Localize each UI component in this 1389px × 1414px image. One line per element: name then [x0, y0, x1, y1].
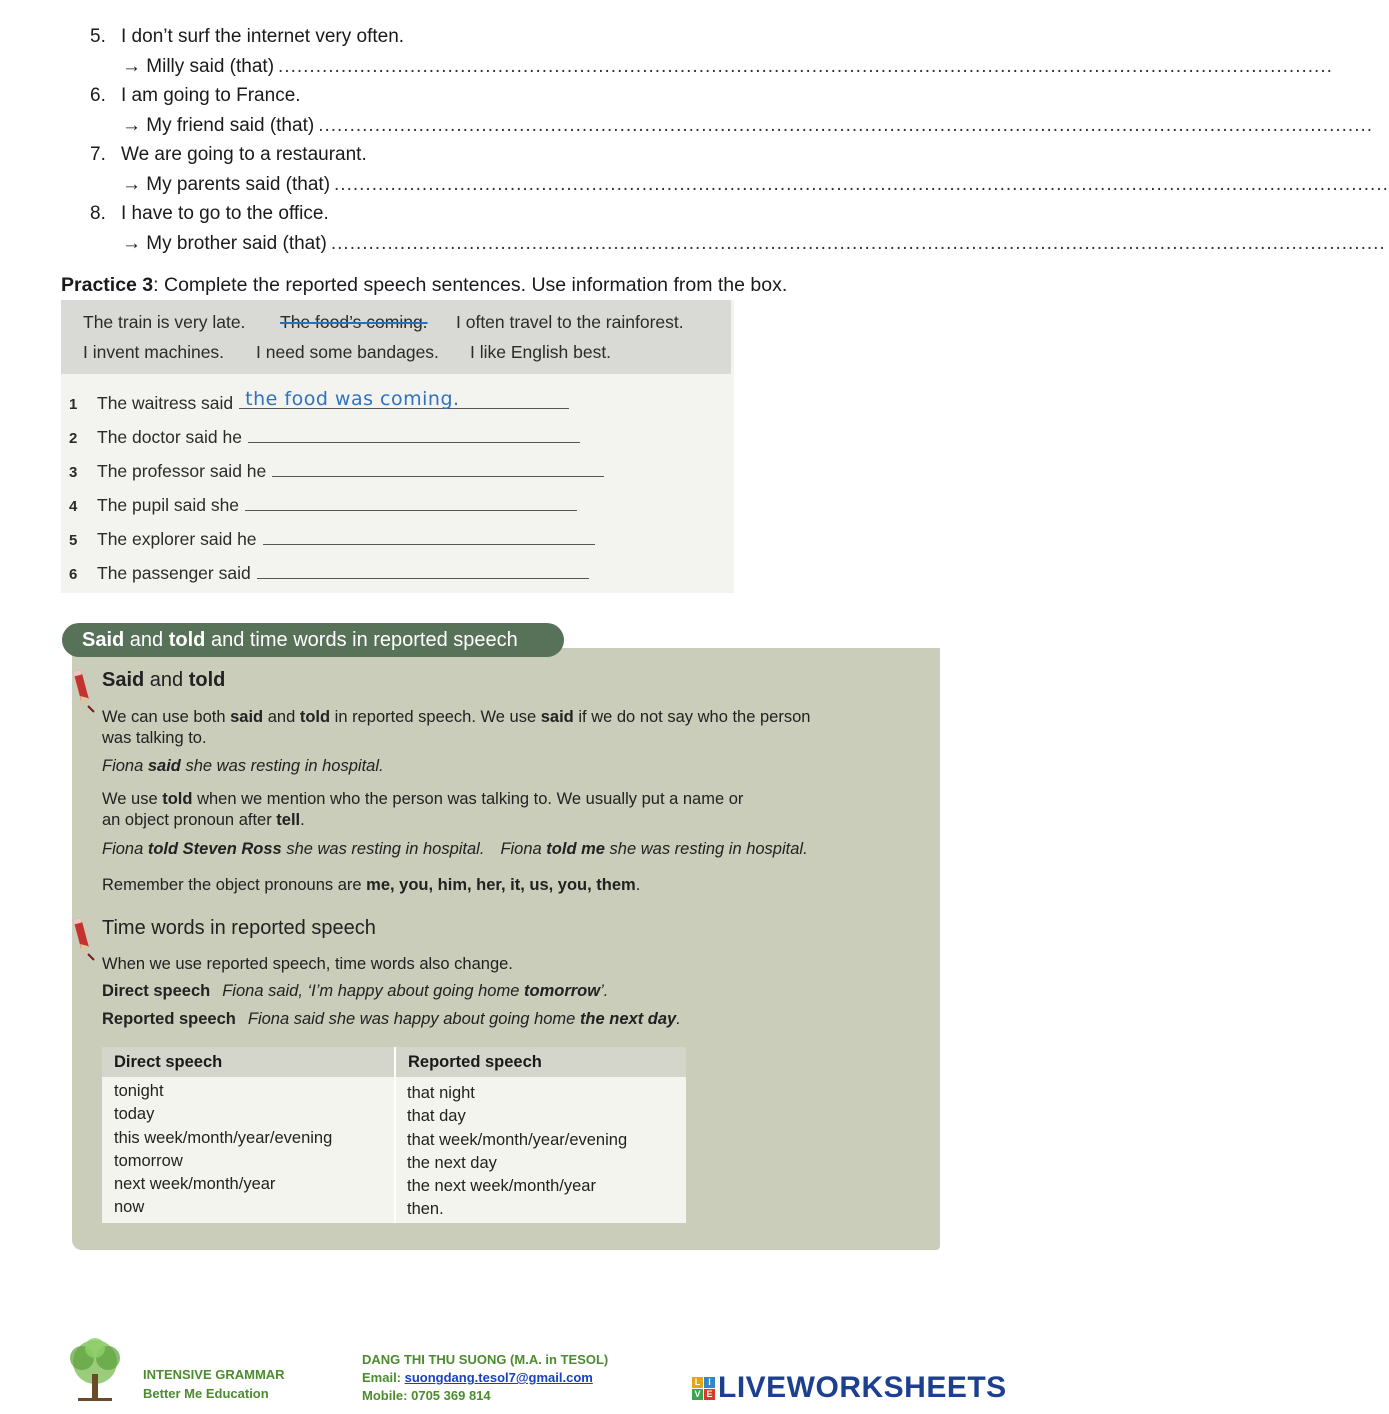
- practice-label: Practice 3: [61, 274, 154, 296]
- word-box-phrase: I like English best.: [470, 342, 612, 362]
- question-row: 5 The explorer said he: [69, 526, 595, 550]
- email-line: Email: suongdang.tesol7@gmail.com: [362, 1370, 593, 1385]
- question-text: The passenger said: [97, 563, 251, 583]
- mobile-line: Mobile: 0705 369 814: [362, 1388, 491, 1403]
- table-header: Direct speech: [102, 1047, 394, 1077]
- arrow-icon: →: [122, 115, 141, 136]
- tree-logo-icon: [60, 1336, 130, 1406]
- example-text: Fiona said she was resting in hospital.: [102, 757, 384, 775]
- answer-line[interactable]: [122, 233, 1386, 255]
- handwritten-answer: the food was coming.: [245, 388, 460, 410]
- practice-instruction: : Complete the reported speech sentences. Use information from the box.: [153, 274, 788, 296]
- word-box-phrase: I often travel to the rainforest.: [456, 312, 684, 332]
- answer-dots[interactable]: ........................................................................................................................................................................: [278, 56, 1333, 77]
- exercise-item: 7. We are going to a restaurant.: [90, 144, 367, 165]
- question-row: 2 The doctor said he: [69, 424, 580, 448]
- table-cell: tomorrow: [114, 1151, 183, 1170]
- question-text: The professor said he: [97, 461, 267, 481]
- answer-prompt: My parents said (that): [146, 174, 331, 195]
- word-box-phrase: The train is very late.: [83, 312, 246, 332]
- table-cell: now: [114, 1198, 145, 1217]
- answer-line[interactable]: [122, 56, 1333, 78]
- school-tagline: Better Me Education: [143, 1386, 269, 1401]
- table-divider: [394, 1047, 396, 1223]
- word-box-phrase: I need some bandages.: [256, 342, 439, 362]
- practice-heading: [61, 274, 787, 297]
- answer-line[interactable]: [122, 174, 1389, 196]
- answer-line[interactable]: [122, 115, 1374, 137]
- direct-speech-example: Direct speech Fiona said, ‘I’m happy about going home tomorrow’.: [102, 982, 609, 1000]
- question-row: 4 The pupil said she: [69, 492, 577, 516]
- scanned-exercise: [61, 300, 734, 593]
- item-sentence: I am going to France.: [121, 85, 301, 106]
- table-cell: that day: [407, 1107, 466, 1126]
- rule-text: Remember the object pronouns are me, you, him, her, it, us, you, them.: [102, 876, 641, 894]
- word-box: [61, 300, 731, 374]
- table-cell: the next week/month/year: [407, 1177, 596, 1196]
- table-cell: that week/month/year/evening: [407, 1130, 628, 1149]
- table-cell: today: [114, 1105, 155, 1124]
- table-cell: that night: [407, 1084, 475, 1102]
- question-text: The explorer said he: [97, 529, 257, 549]
- rule-text: We use told when we mention who the person was talking to. We usually put a name or: [102, 790, 744, 808]
- table-cell: next week/month/year: [114, 1175, 276, 1194]
- answer-blank[interactable]: [239, 390, 569, 409]
- exercise-item: 5. I don’t surf the internet very often.: [90, 26, 405, 47]
- table-cell: then.: [407, 1200, 444, 1219]
- answer-blank[interactable]: [248, 424, 580, 443]
- arrow-icon: →: [122, 174, 141, 195]
- liveworksheets-blocks-icon: L I V E: [692, 1377, 715, 1400]
- answer-prompt: My friend said (that): [146, 115, 315, 136]
- answer-blank[interactable]: [257, 560, 589, 579]
- arrow-icon: →: [122, 233, 141, 254]
- table-cell: this week/month/year/evening: [114, 1128, 333, 1147]
- answer-prompt: My brother said (that): [146, 233, 327, 254]
- answer-blank[interactable]: [272, 458, 604, 477]
- pencil-icon: [72, 668, 94, 712]
- teacher-name: DANG THI THU SUONG (M.A. in TESOL): [362, 1352, 609, 1367]
- question-row: 6 The passenger said: [69, 560, 589, 584]
- liveworksheets-wordmark: LIVEWORKSHEETS: [718, 1371, 1007, 1404]
- question-text: The doctor said he: [97, 427, 242, 447]
- section-heading-said-told: Said and told: [102, 669, 226, 691]
- question-text: The waitress said: [97, 393, 234, 413]
- question-row: 3 The professor said he: [69, 458, 604, 482]
- school-name: INTENSIVE GRAMMAR: [143, 1367, 285, 1382]
- item-sentence: I don’t surf the internet very often.: [121, 26, 405, 47]
- question-row: 1 The waitress said the food was coming.: [69, 390, 569, 414]
- answer-prompt: Milly said (that): [146, 56, 275, 77]
- reported-speech-example: Reported speech Fiona said she was happy about going home the next day.: [102, 1010, 681, 1028]
- item-sentence: We are going to a restaurant.: [121, 144, 367, 165]
- answer-dots[interactable]: ........................................................................................................................................................................: [334, 174, 1389, 195]
- rule-text: was talking to.: [102, 729, 207, 747]
- word-box-phrase-crossed: The food’s coming.: [280, 312, 428, 332]
- table-cell: tonight: [114, 1082, 164, 1100]
- answer-blank[interactable]: [245, 492, 577, 511]
- exercise-item: 8. I have to go to the office.: [90, 203, 329, 224]
- item-sentence: I have to go to the office.: [121, 203, 329, 224]
- pencil-icon: [72, 916, 94, 960]
- answer-dots[interactable]: ........................................................................................................................................................................: [330, 233, 1386, 254]
- rule-text: We can use both said and told in reported speech. We use said if we do not say who the person: [102, 708, 811, 726]
- exercise-item: 6. I am going to France.: [90, 85, 301, 106]
- reported-column: [407, 1082, 627, 1222]
- time-words-table: [102, 1047, 686, 1223]
- direct-column: [114, 1080, 332, 1220]
- liveworksheets-logo[interactable]: [692, 1371, 1007, 1405]
- answer-blank[interactable]: [263, 526, 595, 545]
- arrow-icon: →: [122, 56, 141, 77]
- section-heading-time-words: Time words in reported speech: [102, 917, 376, 939]
- example-text: Fiona told Steven Ross she was resting in hospital. Fiona told me she was resting in hospital.: [102, 840, 808, 858]
- word-box-phrase: I invent machines.: [83, 342, 225, 362]
- rule-text: When we use reported speech, time words also change.: [102, 955, 513, 973]
- answer-dots[interactable]: ........................................................................................................................................................................: [318, 115, 1374, 136]
- question-text: The pupil said she: [97, 495, 240, 515]
- table-cell: the next day: [407, 1153, 497, 1172]
- panel-title-tab: Said and told and time words in reported speech: [62, 623, 564, 657]
- table-header: Reported speech: [396, 1047, 686, 1077]
- email-link[interactable]: suongdang.tesol7@gmail.com: [404, 1370, 593, 1385]
- rule-text: an object pronoun after tell.: [102, 811, 305, 829]
